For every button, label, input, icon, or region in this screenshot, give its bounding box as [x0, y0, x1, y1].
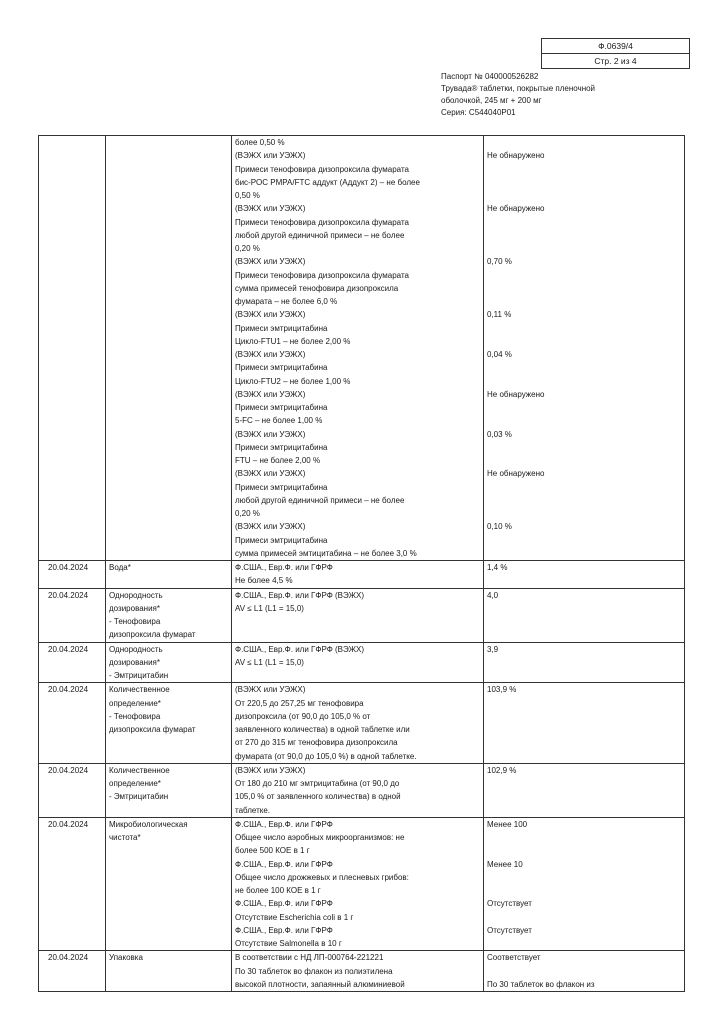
text-line: В соответствии с НД ЛП-000764-221221 — [235, 953, 384, 963]
test-cell — [106, 817, 232, 951]
text-line: Не обнаружено — [487, 389, 545, 399]
date-cell: 20.04.2024 — [39, 763, 106, 817]
text-line: Цикло-FTU1 – не более 2,00 % — [235, 336, 351, 346]
table-row — [39, 817, 685, 951]
text-line: (ВЭЖХ или УЭЖХ) — [235, 469, 306, 479]
spec-cell — [232, 642, 484, 683]
text-line — [487, 401, 681, 414]
text-line — [487, 136, 681, 149]
text-line: Общее число аэробных микроорганизмов: не — [235, 833, 405, 842]
text-line: По 30 таблеток во флакон из полиэтилена — [235, 966, 393, 976]
result-cell — [484, 588, 685, 642]
text-line: Ф.США., Евр.Ф. или ГФРФ (ВЭЖХ) — [235, 644, 365, 654]
text-line: более 500 КОЕ в 1 г — [235, 846, 310, 856]
test-cell — [106, 951, 232, 992]
text-line: 5-FC – не более 1,00 % — [235, 416, 323, 426]
series-number: Серия: C544040P01 — [441, 108, 516, 117]
spec-cell — [232, 588, 484, 642]
text-line — [487, 242, 681, 255]
text-line: 0,11 % — [487, 310, 512, 320]
text-line — [487, 295, 681, 308]
product-name-line1: Трувада® таблетки, покрытые пленочной — [441, 84, 596, 93]
text-line: (ВЭЖХ или УЭЖХ) — [235, 389, 306, 399]
text-line — [487, 937, 681, 950]
test-cell — [106, 642, 232, 683]
spec-cell — [232, 763, 484, 817]
text-line: Примеси эмтрицитабина — [235, 363, 328, 373]
result-cell — [484, 683, 685, 764]
text-line — [487, 229, 681, 242]
text-line: фумарата – не более 6,0 % — [235, 297, 338, 306]
text-line: (ВЭЖХ или УЭЖХ) — [235, 765, 306, 775]
text-line: 3,9 — [487, 644, 499, 654]
text-line: 102,9 % — [487, 765, 517, 775]
text-line: Цикло-FTU2 – не более 1,00 % — [235, 376, 351, 386]
text-line: Не обнаружено — [487, 469, 545, 479]
text-line — [487, 189, 681, 202]
text-line: 0,20 % — [235, 509, 260, 518]
table-row — [39, 136, 685, 561]
test-cell — [106, 136, 232, 561]
text-line: дозирования* — [109, 603, 161, 613]
text-line: Микробиологическая — [109, 819, 188, 829]
date-cell: 20.04.2024 — [39, 588, 106, 642]
text-line: FTU – не более 2,00 % — [235, 456, 321, 465]
text-line: сумма примесей тенофовира дизопроксила — [235, 283, 399, 293]
date-cell — [39, 136, 106, 561]
table-row — [39, 588, 685, 642]
text-line: Отсутствие Escherichia coli в 1 г — [235, 912, 354, 922]
text-line: (ВЭЖХ или УЭЖХ) — [235, 151, 306, 161]
text-line: Ф.США., Евр.Ф. или ГФРФ — [235, 819, 333, 829]
text-line: По 30 таблеток во флакон из — [487, 979, 595, 989]
text-line: Ф.США., Евр.Ф. или ГФРФ — [235, 899, 333, 909]
date-cell: 20.04.2024 — [39, 642, 106, 683]
text-line: (ВЭЖХ или УЭЖХ) — [235, 429, 306, 439]
passport-number: Паспорт № 040000526282 — [441, 72, 539, 81]
text-line: 0,10 % — [487, 522, 512, 532]
text-line — [487, 441, 681, 454]
text-line: 0,20 % — [235, 244, 260, 253]
text-line: определение* — [109, 698, 161, 708]
text-line — [487, 831, 681, 844]
text-line: 4,0 — [487, 590, 499, 600]
text-line: Общее число дрожжевых и плесневых грибов: — [235, 872, 409, 882]
text-line: Отсутствует — [487, 899, 532, 909]
text-line: - Тенофовира — [109, 617, 161, 626]
date-cell: 20.04.2024 — [39, 683, 106, 764]
text-line: Ф.США., Евр.Ф. или ГФРФ — [235, 859, 333, 869]
text-line — [487, 884, 681, 897]
text-line: От 220,5 до 257,25 мг тенофовира — [235, 698, 364, 708]
text-line: 0,50 % — [235, 191, 260, 200]
results-table — [38, 135, 685, 992]
text-line — [487, 481, 681, 494]
text-line: любой другой единичной примеси – не более — [235, 495, 405, 505]
text-line: Менее 100 — [487, 819, 528, 829]
text-line: Примеси эмтрицитабина — [235, 535, 328, 545]
text-line: Отсутствие Salmonella в 10 г — [235, 939, 342, 948]
date-cell: 20.04.2024 — [39, 951, 106, 992]
passport-header — [441, 71, 641, 119]
text-line — [487, 361, 681, 374]
text-line: 1,4 % — [487, 563, 508, 572]
text-line — [487, 911, 681, 924]
text-line — [487, 871, 681, 884]
text-line: Примеси эмтрицитабина — [235, 323, 328, 333]
text-line: Количественное — [109, 765, 170, 775]
text-line — [487, 454, 681, 467]
text-line: Ф.США., Евр.Ф. или ГФРФ — [235, 563, 333, 572]
text-line: Примеси тенофовира дизопроксила фумарата — [235, 217, 409, 227]
text-line: Примеси эмтрицитабина — [235, 482, 328, 492]
text-line — [487, 507, 681, 520]
text-line: 0,04 % — [487, 350, 512, 359]
text-line: дизопроксила фумарат — [109, 725, 196, 734]
text-line: - Эмтрицитабин — [109, 671, 169, 680]
text-line: (ВЭЖХ или УЭЖХ) — [235, 522, 306, 532]
table-row — [39, 763, 685, 817]
text-line: AV ≤ L1 (L1 = 15,0) — [235, 603, 304, 613]
form-number: Ф.0639/4 — [598, 41, 633, 51]
table-row — [39, 951, 685, 992]
spec-cell — [232, 136, 484, 561]
result-cell — [484, 136, 685, 561]
text-line — [487, 414, 681, 427]
spec-cell — [232, 817, 484, 951]
text-line: (ВЭЖХ или УЭЖХ) — [235, 257, 306, 267]
text-line: - Эмтрицитабин — [109, 792, 169, 802]
text-line: - Тенофовира — [109, 711, 161, 721]
text-line: Количественное — [109, 685, 170, 695]
text-line: Упаковка — [109, 953, 143, 963]
test-cell — [106, 763, 232, 817]
text-line: (ВЭЖХ или УЭЖХ) — [235, 310, 306, 320]
text-line: сумма примесей эмтицитабина – не более 3,0 % — [235, 548, 417, 558]
text-line: более 0,50 % — [235, 138, 285, 147]
text-line: Ф.США., Евр.Ф. или ГФРФ (ВЭЖХ) — [235, 590, 365, 600]
text-line: Примеси тенофовира дизопроксила фумарата — [235, 270, 409, 280]
text-line: От 180 до 210 мг эмтрицитабина (от 90,0 до — [235, 779, 400, 788]
text-line: Примеси тенофовира дизопроксила фумарата — [235, 164, 409, 174]
table-row — [39, 642, 685, 683]
text-line: Не более 4,5 % — [235, 576, 293, 586]
text-line: заявленного количества) в одной таблетке или — [235, 725, 410, 734]
text-line: 105,0 % от заявленного количества) в одной — [235, 792, 401, 802]
text-line: высокой плотности, запаянный алюминиевой — [235, 979, 405, 989]
text-line: Однородность — [109, 590, 163, 600]
text-line — [487, 547, 681, 560]
text-line: Примеси эмтрицитабина — [235, 403, 328, 412]
text-line: не более 100 КОЕ в 1 г — [235, 886, 321, 895]
spec-cell — [232, 683, 484, 764]
test-cell — [106, 561, 232, 589]
text-line: Соответствует — [487, 953, 541, 963]
page-number: Стр. 2 из 4 — [542, 53, 689, 68]
text-line: Не обнаружено — [487, 151, 545, 161]
text-line — [487, 176, 681, 189]
text-line: 103,9 % — [487, 685, 517, 695]
text-line — [487, 216, 681, 229]
table-row — [39, 561, 685, 589]
result-cell — [484, 561, 685, 589]
text-line: таблетке. — [235, 805, 271, 815]
text-line: 0,70 % — [487, 257, 512, 267]
date-cell: 20.04.2024 — [39, 817, 106, 951]
text-line — [487, 163, 681, 176]
text-line: (ВЭЖХ или УЭЖХ) — [235, 685, 306, 695]
text-line — [487, 375, 681, 388]
test-cell — [106, 588, 232, 642]
text-line: 0,03 % — [487, 429, 512, 439]
text-line: Менее 10 — [487, 859, 523, 869]
spec-cell — [232, 951, 484, 992]
result-cell — [484, 763, 685, 817]
text-line — [487, 322, 681, 335]
test-cell — [106, 683, 232, 764]
date-cell: 20.04.2024 — [39, 561, 106, 589]
text-line: Ф.США., Евр.Ф. или ГФРФ — [235, 925, 333, 935]
result-cell — [484, 817, 685, 951]
text-line: от 270 до 315 мг тенофовира дизопроксила — [235, 738, 398, 748]
text-line: Отсутствует — [487, 925, 532, 935]
text-line — [487, 282, 681, 295]
text-line: AV ≤ L1 (L1 = 15,0) — [235, 657, 304, 667]
result-cell — [484, 951, 685, 992]
text-line: (ВЭЖХ или УЭЖХ) — [235, 350, 306, 359]
form-number-box — [541, 38, 690, 69]
text-line: дизопроксила (от 90,0 до 105,0 % от — [235, 711, 371, 721]
text-line: дозирования* — [109, 657, 161, 667]
text-line: чистота* — [109, 833, 141, 842]
result-cell — [484, 642, 685, 683]
text-line: Однородность — [109, 644, 163, 654]
text-line: бис-POC PMPA/FTC аддукт (Аддукт 2) – не более — [235, 177, 420, 187]
text-line — [487, 494, 681, 507]
table-row — [39, 683, 685, 764]
text-line: дизопроксила фумарат — [109, 630, 196, 640]
text-line: фумарата (от 90,0 до 105,0 %) в одной таблетке. — [235, 751, 417, 761]
text-line — [487, 534, 681, 547]
text-line: определение* — [109, 779, 161, 788]
text-line: Вода* — [109, 563, 131, 572]
spec-cell — [232, 561, 484, 589]
text-line: (ВЭЖХ или УЭЖХ) — [235, 204, 306, 214]
text-line — [487, 965, 681, 978]
text-line: Примеси эмтрицитабина — [235, 442, 328, 452]
text-line — [487, 335, 681, 348]
text-line: любой другой единичной примеси – не более — [235, 230, 405, 240]
product-name-line2: оболочкой, 245 мг + 200 мг — [441, 96, 542, 105]
text-line — [487, 269, 681, 282]
text-line — [487, 844, 681, 857]
text-line: Не обнаружено — [487, 204, 545, 214]
